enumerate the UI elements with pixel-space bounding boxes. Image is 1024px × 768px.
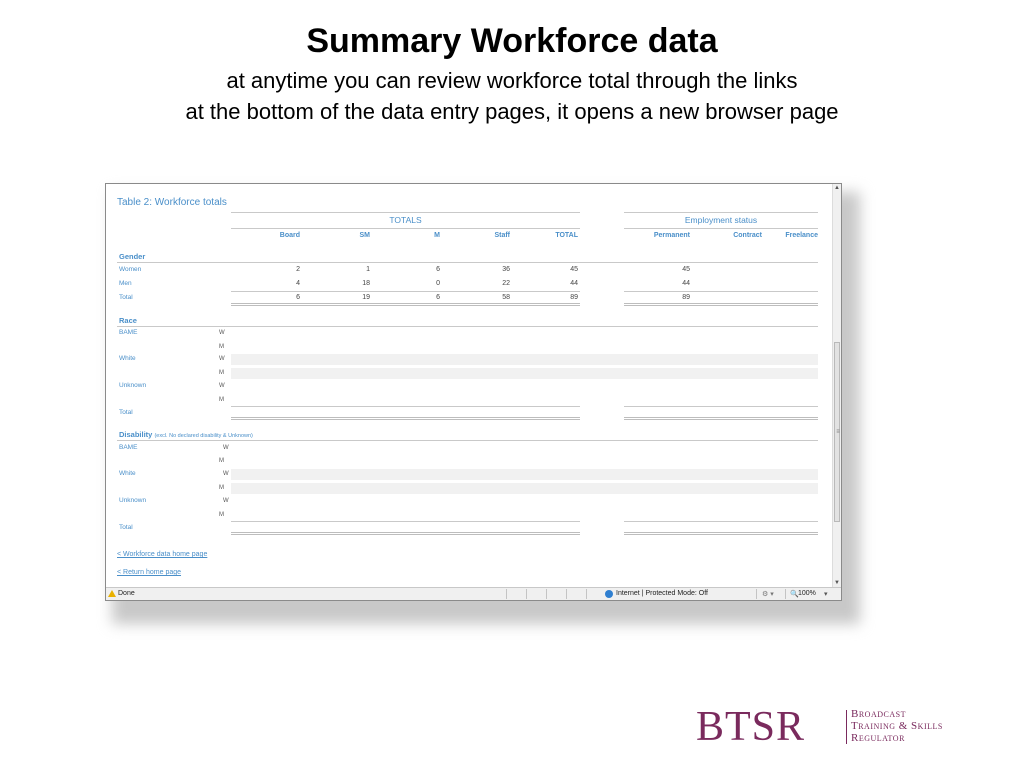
gender-heading: Gender: [119, 252, 146, 261]
race-unknown-label: Unknown: [119, 382, 147, 389]
divider: [117, 326, 818, 327]
divider: [231, 521, 580, 522]
table-cell: 4: [296, 280, 300, 287]
zoom-level[interactable]: 100%: [798, 590, 816, 597]
race-unknown-w: W: [219, 383, 225, 389]
race-total-label: Total: [119, 409, 133, 416]
vertical-scrollbar[interactable]: [832, 184, 841, 587]
divider: [231, 406, 580, 407]
divider: [586, 589, 587, 599]
divider: [231, 532, 580, 533]
scroll-down-icon[interactable]: ▼: [834, 580, 840, 586]
table-cell: 89: [682, 294, 690, 301]
table-cell: 18: [362, 280, 370, 287]
table-cell: 6: [436, 266, 440, 273]
table-cell: 44: [682, 280, 690, 287]
disability-unknown-m: M: [219, 512, 224, 518]
divider: [624, 417, 818, 418]
disability-white-w: W: [223, 471, 229, 477]
warning-icon: [108, 590, 116, 597]
divider: [756, 589, 757, 599]
col-header-board: Board: [279, 232, 300, 239]
table-cell: 6: [296, 294, 300, 301]
disability-white-label: White: [119, 470, 136, 477]
row-band: [231, 469, 818, 480]
race-bame-m: M: [219, 344, 224, 350]
divider: [231, 303, 580, 304]
disability-heading: [119, 430, 253, 439]
slide-subtitle-2: at the bottom of the data entry pages, it opens a new browser page: [185, 99, 839, 124]
table-cell: 36: [502, 266, 510, 273]
gender-men-label: Men: [119, 280, 132, 287]
col-header-m: M: [434, 232, 440, 239]
row-band: [231, 354, 818, 365]
btsr-logo-mark: BTSR: [696, 704, 806, 750]
divider: [117, 440, 818, 441]
divider: [231, 534, 580, 535]
security-zone: Internet | Protected Mode: Off: [616, 590, 708, 597]
browser-screenshot: [105, 183, 842, 601]
divider: [231, 417, 580, 418]
table-cell: 19: [362, 294, 370, 301]
divider: [231, 212, 580, 213]
divider: [624, 534, 818, 535]
gender-total-label: Total: [119, 294, 133, 301]
disability-bame-m: M: [219, 458, 224, 464]
disability-bame-w: W: [223, 445, 229, 451]
col-header-contract: Contract: [733, 232, 762, 239]
logo-line-1: Broadcast: [851, 708, 906, 720]
return-home-link[interactable]: < Return home page: [117, 569, 182, 576]
col-header-total: TOTAL: [555, 232, 578, 239]
divider: [231, 291, 580, 292]
slide-title: Summary Workforce data: [306, 22, 718, 60]
table-cell: 89: [570, 294, 578, 301]
divider: [624, 212, 818, 213]
divider: [624, 521, 818, 522]
divider: [624, 406, 818, 407]
disability-unknown-label: Unknown: [119, 497, 147, 504]
table-cell: 58: [502, 294, 510, 301]
race-white-label: White: [119, 355, 136, 362]
race-white-m: M: [219, 370, 224, 376]
divider: [231, 228, 580, 229]
divider: [231, 305, 580, 306]
table-cell: 44: [570, 280, 578, 287]
divider: [526, 589, 527, 599]
logo-line-3: Regulator: [851, 732, 905, 744]
disability-total-label: Total: [119, 524, 133, 531]
table-title: Table 2: Workforce totals: [117, 197, 227, 208]
row-band: [231, 483, 818, 494]
scroll-thumb[interactable]: [834, 342, 840, 522]
race-unknown-m: M: [219, 397, 224, 403]
row-band: [231, 368, 818, 379]
divider: [624, 303, 818, 304]
employment-group-header: Employment status: [684, 215, 758, 225]
divider: [546, 589, 547, 599]
col-header-freelance: Freelance: [785, 232, 818, 239]
table-cell: 45: [682, 266, 690, 273]
disability-white-m: M: [219, 485, 224, 491]
protected-mode-icon[interactable]: ⚙ ▾: [762, 591, 774, 598]
race-bame-label: BAME: [119, 329, 138, 336]
table-cell: 1: [366, 266, 370, 273]
race-bame-w: W: [219, 330, 225, 336]
divider: [117, 262, 818, 263]
workforce-home-link[interactable]: < Workforce data home page: [117, 551, 208, 558]
divider: [624, 228, 818, 229]
status-text: Done: [118, 590, 135, 597]
race-white-w: W: [219, 356, 225, 362]
disability-note: (excl. No declared disability & Unknown): [154, 433, 253, 439]
divider: [566, 589, 567, 599]
slide-subtitle-1: at anytime you can review workforce total through the links: [226, 68, 798, 93]
disability-bame-label: BAME: [119, 444, 138, 451]
status-bar: [106, 587, 841, 601]
col-header-permanent: Permanent: [653, 232, 690, 239]
logo-divider: [846, 710, 847, 744]
divider: [506, 589, 507, 599]
disability-title: Disability: [119, 430, 153, 439]
divider: [231, 419, 580, 420]
page-content: [106, 184, 832, 587]
race-heading: Race: [119, 316, 137, 325]
divider: [785, 589, 786, 599]
globe-icon: [605, 590, 613, 598]
divider: [624, 532, 818, 533]
scroll-up-icon[interactable]: ▲: [834, 185, 840, 191]
grip-icon: ≡: [836, 429, 840, 435]
disability-unknown-w: W: [223, 498, 229, 504]
divider: [624, 291, 818, 292]
table-cell: 22: [502, 280, 510, 287]
table-cell: 2: [296, 266, 300, 273]
zoom-icon[interactable]: 🔍: [790, 591, 799, 598]
totals-group-header: TOTALS: [389, 215, 422, 225]
col-header-sm: SM: [359, 232, 370, 239]
table-cell: 6: [436, 294, 440, 301]
zoom-dropdown-icon[interactable]: ▾: [824, 591, 828, 598]
divider: [624, 419, 818, 420]
table-cell: 0: [436, 280, 440, 287]
logo-line-2: Training & Skills: [851, 720, 943, 732]
table-cell: 45: [570, 266, 578, 273]
gender-women-label: Women: [119, 266, 142, 273]
divider: [624, 305, 818, 306]
col-header-staff: Staff: [494, 232, 510, 239]
